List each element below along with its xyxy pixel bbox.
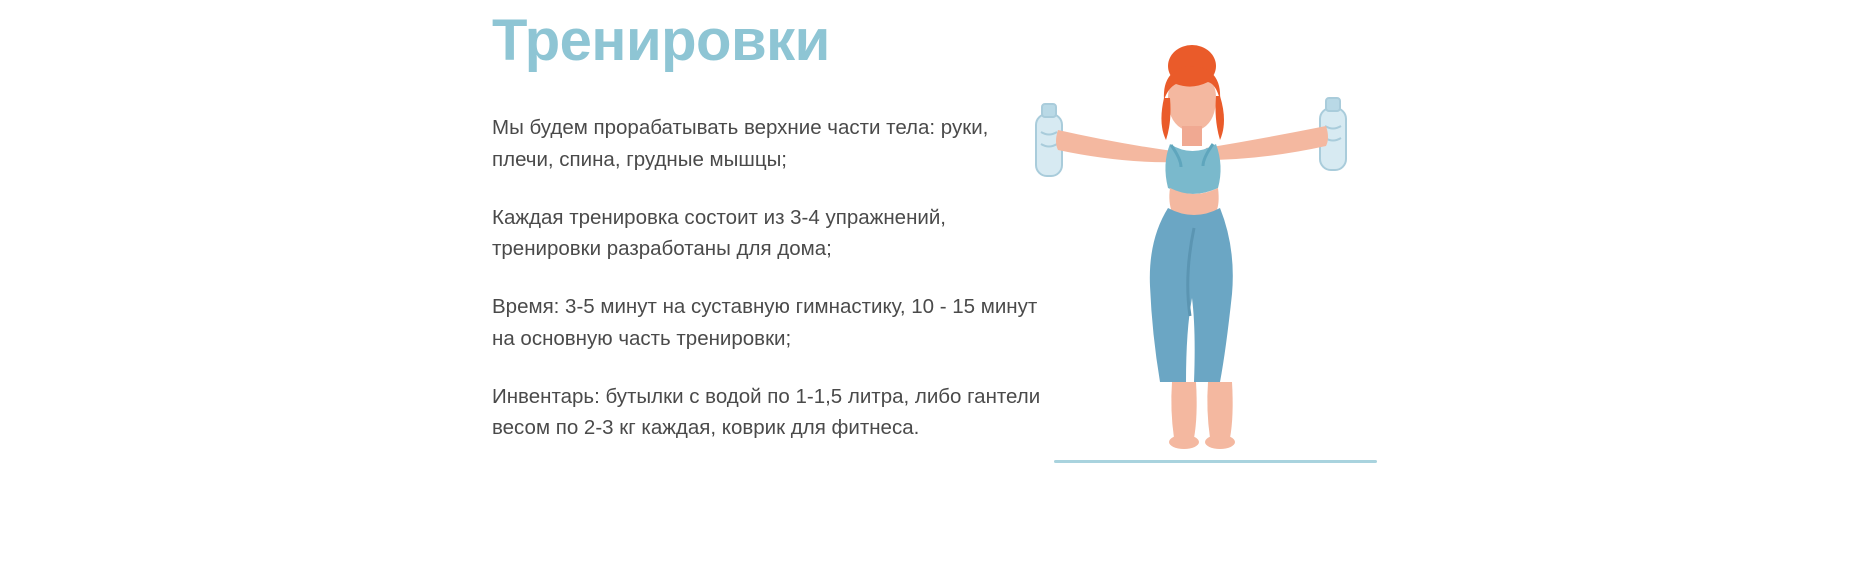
paragraph-3: Время: 3-5 минут на суставную гимнастику, 10 - 15 минут на основную часть тренировки; [492, 295, 1038, 350]
paragraph-2: Каждая тренировка состоит из 3-4 упражнений, тренировки разработаны для дома; [492, 205, 946, 261]
paragraph-list [492, 112, 1112, 444]
woman-exercising-illustration [1030, 40, 1410, 460]
floor-line [1054, 460, 1377, 463]
paragraph-1: Мы будем прорабатывать верхние части тела: руки, плечи, спина, грудные мышцы; [492, 116, 989, 171]
left-leg [1171, 382, 1196, 438]
right-leg [1207, 382, 1232, 438]
left-foot [1169, 435, 1199, 449]
page-title: Тренировки [492, 8, 830, 73]
paragraph-4: Инвентарь: бутылки с водой по 1-1,5 литра, либо гантели весом по 2-3 кг каждая, коврик для фитнеса. [492, 384, 1041, 440]
right-foot [1205, 435, 1235, 449]
left-arm [1056, 130, 1182, 162]
text-column [492, 0, 1112, 444]
